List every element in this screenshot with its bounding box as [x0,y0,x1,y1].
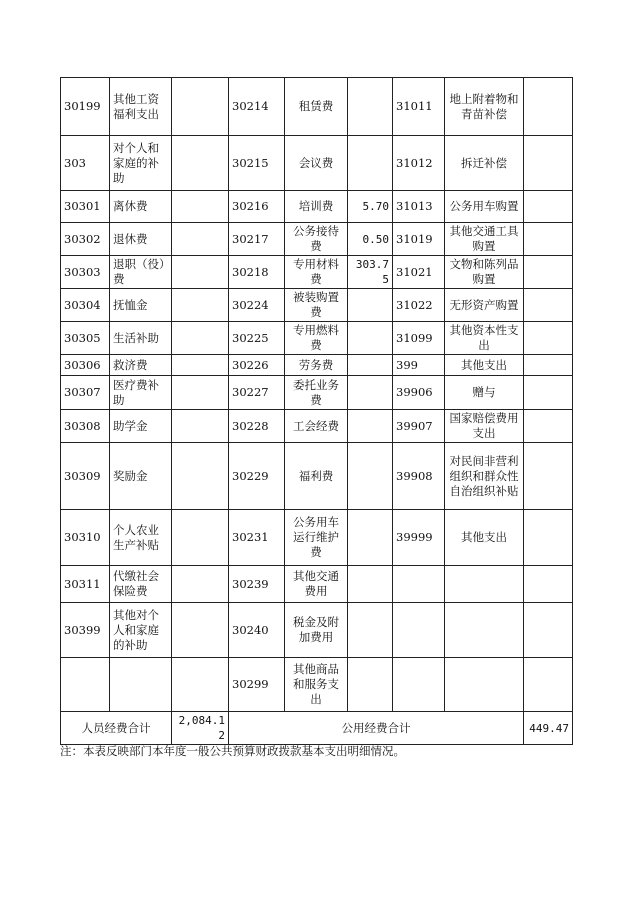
amount-cell [348,510,393,566]
table-row [61,566,573,603]
code-cell: 30229 [229,443,285,510]
amount-cell [172,566,229,603]
code-cell: 399 [393,355,445,376]
name-cell: 个人农业生产补贴 [110,510,172,566]
name-cell: 代缴社会保险费 [110,566,172,603]
code-cell: 30399 [61,603,110,658]
amount-cell [348,376,393,410]
code-cell: 30225 [229,322,285,355]
amount-cell [524,566,573,603]
amount-cell [348,443,393,510]
name-cell: 退休费 [110,223,172,256]
amount-cell [524,223,573,256]
amount-cell [172,410,229,443]
amount-cell [348,78,393,136]
amount-cell [172,191,229,223]
amount-cell: 5.70 [348,191,393,223]
name-cell: 其他对个人和家庭的补助 [110,603,172,658]
code-cell: 30305 [61,322,110,355]
name-cell [445,603,524,658]
code-cell [393,658,445,712]
name-cell: 生活补助 [110,322,172,355]
table-row [61,256,573,289]
public-total-label: 公用经费合计 [229,712,524,745]
public-total-value: 449.47 [524,712,573,745]
amount-cell [524,78,573,136]
amount-cell [172,658,229,712]
amount-cell [172,256,229,289]
name-cell: 公务用车购置 [445,191,524,223]
table-row [61,191,573,223]
name-cell: 福利费 [285,443,348,510]
name-cell: 专用材料费 [285,256,348,289]
amount-cell [524,603,573,658]
code-cell [393,566,445,603]
name-cell: 文物和陈列品购置 [445,256,524,289]
code-cell: 39906 [393,376,445,410]
code-cell: 30310 [61,510,110,566]
amount-cell [348,410,393,443]
name-cell: 医疗费补助 [110,376,172,410]
name-cell: 其他资本性支出 [445,322,524,355]
amount-cell [524,355,573,376]
code-cell: 30299 [229,658,285,712]
code-cell: 30303 [61,256,110,289]
name-cell: 其他交通工具购置 [445,223,524,256]
code-cell: 30306 [61,355,110,376]
name-cell: 委托业务费 [285,376,348,410]
code-cell [61,658,110,712]
table-row [61,410,573,443]
code-cell: 31013 [393,191,445,223]
amount-cell [172,376,229,410]
amount-cell [348,355,393,376]
code-cell: 30231 [229,510,285,566]
code-cell: 30226 [229,355,285,376]
amount-cell [348,566,393,603]
amount-cell [172,443,229,510]
amount-cell [172,289,229,322]
code-cell: 30228 [229,410,285,443]
name-cell: 抚恤金 [110,289,172,322]
amount-cell [172,603,229,658]
code-cell: 30307 [61,376,110,410]
code-cell [393,603,445,658]
table-row [61,603,573,658]
table-row [61,322,573,355]
name-cell: 国家赔偿费用支出 [445,410,524,443]
expenditure-detail-table [60,77,573,745]
code-cell: 30239 [229,566,285,603]
name-cell: 无形资产购置 [445,289,524,322]
name-cell: 救济费 [110,355,172,376]
amount-cell [524,289,573,322]
name-cell: 公务接待费 [285,223,348,256]
table-row [61,223,573,256]
name-cell: 其他工资福利支出 [110,78,172,136]
amount-cell [524,322,573,355]
amount-cell [524,136,573,191]
name-cell: 专用燃料费 [285,322,348,355]
name-cell [445,658,524,712]
amount-cell [524,510,573,566]
amount-cell [524,410,573,443]
name-cell: 助学金 [110,410,172,443]
code-cell: 39907 [393,410,445,443]
name-cell [445,566,524,603]
code-cell: 30224 [229,289,285,322]
name-cell: 其他交通费用 [285,566,348,603]
totals-row [61,712,573,745]
code-cell: 30199 [61,78,110,136]
name-cell: 劳务费 [285,355,348,376]
code-cell: 30311 [61,566,110,603]
amount-cell [348,658,393,712]
code-cell: 30309 [61,443,110,510]
amount-cell: 0.50 [348,223,393,256]
name-cell: 赠与 [445,376,524,410]
amount-cell [172,510,229,566]
amount-cell [524,658,573,712]
amount-cell [348,136,393,191]
code-cell: 30215 [229,136,285,191]
code-cell: 39908 [393,443,445,510]
name-cell: 奖励金 [110,443,172,510]
amount-cell [524,376,573,410]
name-cell: 培训费 [285,191,348,223]
name-cell: 租赁费 [285,78,348,136]
code-cell: 303 [61,136,110,191]
code-cell: 31022 [393,289,445,322]
personnel-total-label: 人员经费合计 [61,712,172,745]
name-cell: 对个人和家庭的补助 [110,136,172,191]
code-cell: 30227 [229,376,285,410]
name-cell: 会议费 [285,136,348,191]
code-cell: 31021 [393,256,445,289]
amount-cell [172,223,229,256]
amount-cell [348,289,393,322]
name-cell: 其他支出 [445,355,524,376]
name-cell: 公务用车运行维护费 [285,510,348,566]
name-cell [110,658,172,712]
name-cell: 其他支出 [445,510,524,566]
code-cell: 39999 [393,510,445,566]
amount-cell [348,603,393,658]
code-cell: 30308 [61,410,110,443]
code-cell: 31012 [393,136,445,191]
amount-cell [172,322,229,355]
amount-cell [172,355,229,376]
name-cell: 被装购置费 [285,289,348,322]
amount-cell [172,78,229,136]
table-row [61,443,573,510]
name-cell: 离休费 [110,191,172,223]
table-note: 注：本表反映部门本年度一般公共预算财政拨款基本支出明细情况。 [60,744,405,758]
table-row [61,355,573,376]
table-row [61,289,573,322]
code-cell: 30301 [61,191,110,223]
table-row [61,510,573,566]
table-row [61,658,573,712]
name-cell: 地上附着物和青苗补偿 [445,78,524,136]
amount-cell [524,191,573,223]
name-cell: 税金及附加费用 [285,603,348,658]
amount-cell [524,443,573,510]
code-cell: 30216 [229,191,285,223]
amount-cell: 303.75 [348,256,393,289]
amount-cell [172,136,229,191]
table-row [61,376,573,410]
name-cell: 其他商品和服务支出 [285,658,348,712]
amount-cell [348,322,393,355]
name-cell: 工会经费 [285,410,348,443]
name-cell: 拆迁补偿 [445,136,524,191]
code-cell: 30302 [61,223,110,256]
code-cell: 30304 [61,289,110,322]
code-cell: 30217 [229,223,285,256]
code-cell: 31019 [393,223,445,256]
code-cell: 31011 [393,78,445,136]
code-cell: 31099 [393,322,445,355]
code-cell: 30240 [229,603,285,658]
code-cell: 30214 [229,78,285,136]
code-cell: 30218 [229,256,285,289]
personnel-total-value: 2,084.12 [172,712,229,745]
name-cell: 退职（役）费 [110,256,172,289]
table-row [61,78,573,136]
table-row [61,136,573,191]
amount-cell [524,256,573,289]
name-cell: 对民间非营利组织和群众性自治组织补贴 [445,443,524,510]
